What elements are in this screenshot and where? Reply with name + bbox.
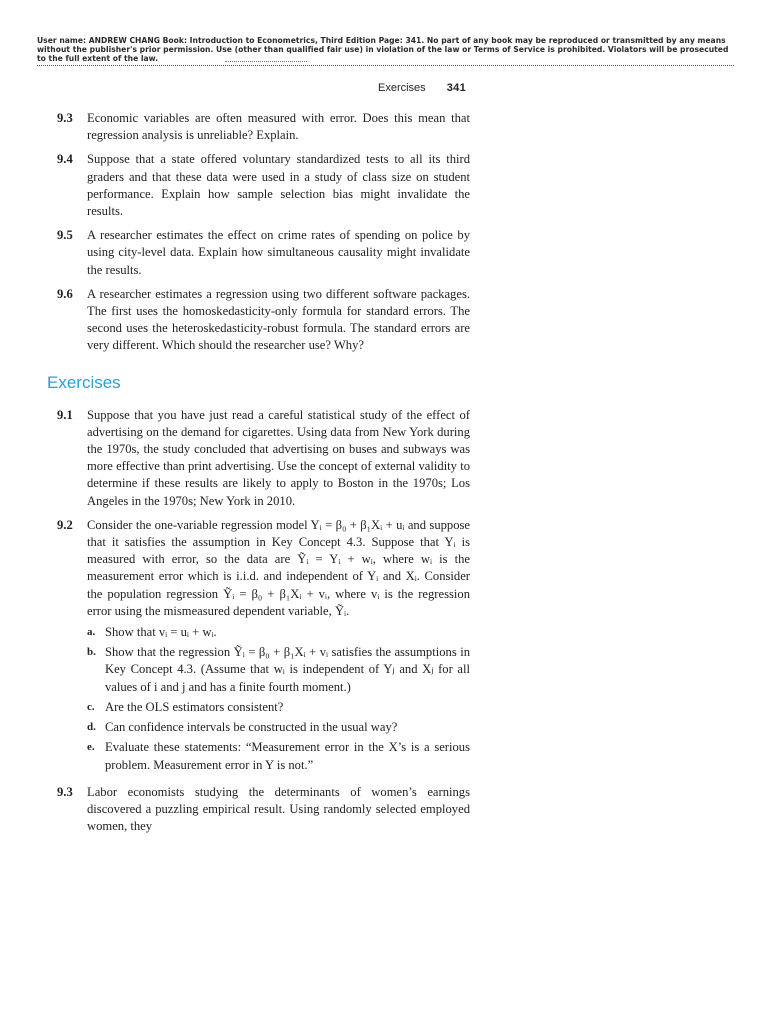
question-text: Suppose that a state offered voluntary standardized tests to all its third graders and that these data were used in a study of class size on student performance. Explain how sample selection bias might invalidate the results. [87,152,470,219]
exercise-part [87,624,470,641]
part-label: c. [87,700,95,713]
exercise-part [87,719,470,736]
question-number: 9.5 [57,228,73,243]
exercise-text: Labor economists studying the determinants of women’s earnings discovered a puzzling empirical result. Using randomly selected employed women, they [87,784,470,834]
exercise [55,517,470,777]
page-body [47,110,470,842]
part-label: b. [87,646,96,659]
license-rule-tick [225,61,307,62]
review-question [55,151,470,220]
exercise-part [87,644,470,696]
exercise-part [87,699,470,716]
part-label: d. [87,721,96,734]
part-text: Show that vᵢ = uᵢ + wᵢ. [105,625,217,640]
review-question [55,227,470,279]
review-question [55,286,470,355]
question-text: A researcher estimates the effect on crime rates of spending on police by using city-level data. Explain how simultaneous causality might invalidate the results. [87,228,470,277]
exercise [55,784,470,836]
running-head-title: Exercises [377,82,426,94]
part-label: a. [87,626,96,639]
question-text: Economic variables are often measured with error. Does this mean that regression analysis is unreliable? Explain. [87,111,470,143]
part-label: e. [87,741,95,754]
exercise-number: 9.1 [57,407,73,422]
question-number: 9.3 [57,111,73,125]
page-number: 341 [446,82,466,94]
license-notice: User name: ANDREW CHANG Book: Introduction to Econometrics, Third Edition Page: 341. No part of any book may be reproduced or transmitted by any means without the publisher's prior permission. Use (other than qualified fair use) in violation of the law or Terms of Service is prohibited. Violators will be prosecuted to the full extent of the law. [37,36,729,63]
exercise-text: Consider the one-variable regression model Yᵢ = β₀ + β₁Xᵢ + uᵢ and suppose that it satisfies the assumption in Key Concept 4.3. Suppose that Yᵢ is measured with error, so the data are Ỹᵢ = Yᵢ + wᵢ, where wᵢ is the measurement error which is i.i.d. and independent of Yᵢ and Xᵢ. Consider the population regression Ỹᵢ = β₀ + β₁Xᵢ + vᵢ, where vᵢ is the regression error using the mismeasured dependent variable, Ỹᵢ. [87,517,470,618]
exercise-number: 9.3 [57,784,73,799]
exercise-part [87,739,470,773]
running-head [378,82,466,94]
exercise-body [87,517,470,777]
question-number: 9.6 [57,286,73,301]
question-number: 9.4 [57,152,73,167]
part-text: Are the OLS estimators consistent? [105,699,284,714]
exercise-number: 9.2 [57,517,73,532]
exercise-parts [87,624,470,774]
exercise [55,407,470,510]
exercise-text: Suppose that you have just read a careful statistical study of the effect of advertising on the demand for cigarettes. Using data from New York during the 1970s, the study concluded that advertising on buses and subways was more effective than print advertising. Use the concept of external validity to determine if these results are likely to apply to Boston in the 1970s; Los Angeles in the 1970s; New York in 2010. [87,407,470,508]
part-text: Evaluate these statements: “Measurement error in the X’s is a serious problem. Measurement error in Y is not.” [105,740,470,772]
section-heading-exercises: Exercises [47,372,121,392]
part-text: Show that the regression Ỹᵢ = β₀ + β₁Xᵢ + vᵢ satisfies the assumptions in Key Concept 4.3. (Assume that wᵢ is independent of Yⱼ and Xⱼ for all values of i and j and has a finite fourth moment.) [105,645,470,694]
review-question [55,110,470,144]
license-divider [37,65,734,66]
part-text: Can confidence intervals be constructed in the usual way? [105,720,398,735]
question-text: A researcher estimates a regression using two different software packages. The first uses the homoskedasticity-only formula for standard errors. The second uses the heteroskedasticity-robust formula. The standard errors are very different. Which should the researcher use? Why? [87,286,470,353]
